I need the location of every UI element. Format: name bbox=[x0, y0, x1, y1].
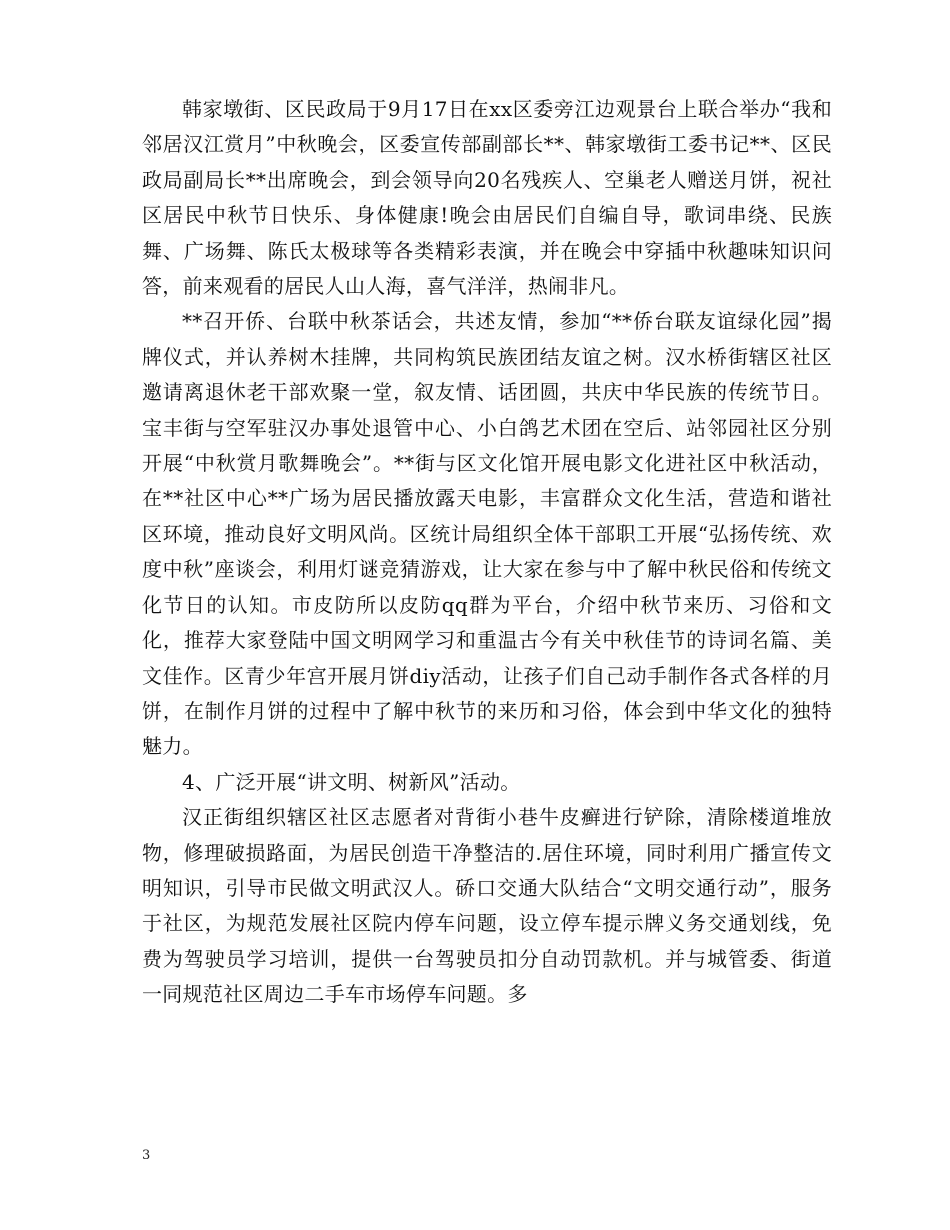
document-body bbox=[142, 92, 832, 1013]
paragraph-community-activities: **召开侨、台联中秋茶话会，共述友情，参加“**侨台联友谊绿化园”揭牌仪式，并认养树木挂牌，共同构筑民族团结友谊之树。汉水桥街辖区社区邀请离退休老干部欢聚一堂，叙友情、话团圆，共庆中华民族的传统节日。宝丰街与空军驻汉办事处退管中心、小白鸽艺术团在空后、站邻园社区分别开展“中秋赏月歌舞晚会”。**街与区文化馆开展电影文化进社区中秋活动，在**社区中心**广场为居民播放露天电影，丰富群众文化生活，营造和谐社区环境，推动良好文明风尚。区统计局组织全体干部职工开展“弘扬传统、欢度中秋”座谈会，利用灯谜竞猜游戏，让大家在参与中了解中秋民俗和传统文化节日的认知。市皮防所以皮防qq群为平台，介绍中秋节来历、习俗和文化，推荐大家登陆中国文明网学习和重温古今有关中秋佳节的诗词名篇、美文佳作。区青少年宫开展月饼diy活动，让孩子们自己动手制作各式各样的月饼，在制作月饼的过程中了解中秋节的来历和习俗，体会到中华文化的独特魅力。 bbox=[142, 309, 832, 759]
section-heading-civility-campaign: 4、广泛开展“讲文明、树新风”活动。 bbox=[182, 769, 521, 794]
paragraph-civility-activities: 汉正街组织辖区社区志愿者对背街小巷牛皮癣进行铲除，清除楼道堆放物，修理破损路面，为居民创造干净整洁的.居住环境，同时利用广播宣传文明知识，引导市民做文明武汉人。硚口交通大队结合“文明交通行动”，服务于社区，为规范发展社区院内停车问题，设立停车提示牌义务交通划线，免费为驾驶员学习培训，提供一台驾驶员扣分自动罚款机。并与城管委、街道一同规范社区周边二手车市场停车问题。多 bbox=[142, 805, 832, 1007]
page-number: 3 bbox=[142, 1148, 151, 1163]
paragraph-moon-festival-gala: 韩家墩街、区民政局于9月17日在xx区委旁江边观景台上联合举办“我和邻居汉江赏月”中秋晚会，区委宣传部副部长**、韩家墩街工委书记**、区民政局副局长**出席晚会，到会领导向20名残疾人、空巢老人赠送月饼，祝社区居民中秋节日快乐、身体健康!晚会由居民们自编自导，歌词串绕、民族舞、广场舞、陈氏太极球等各类精彩表演，并在晚会中穿插中秋趣味知识问答，前来观看的居民人山人海，喜气洋洋，热闹非凡。 bbox=[142, 97, 832, 299]
